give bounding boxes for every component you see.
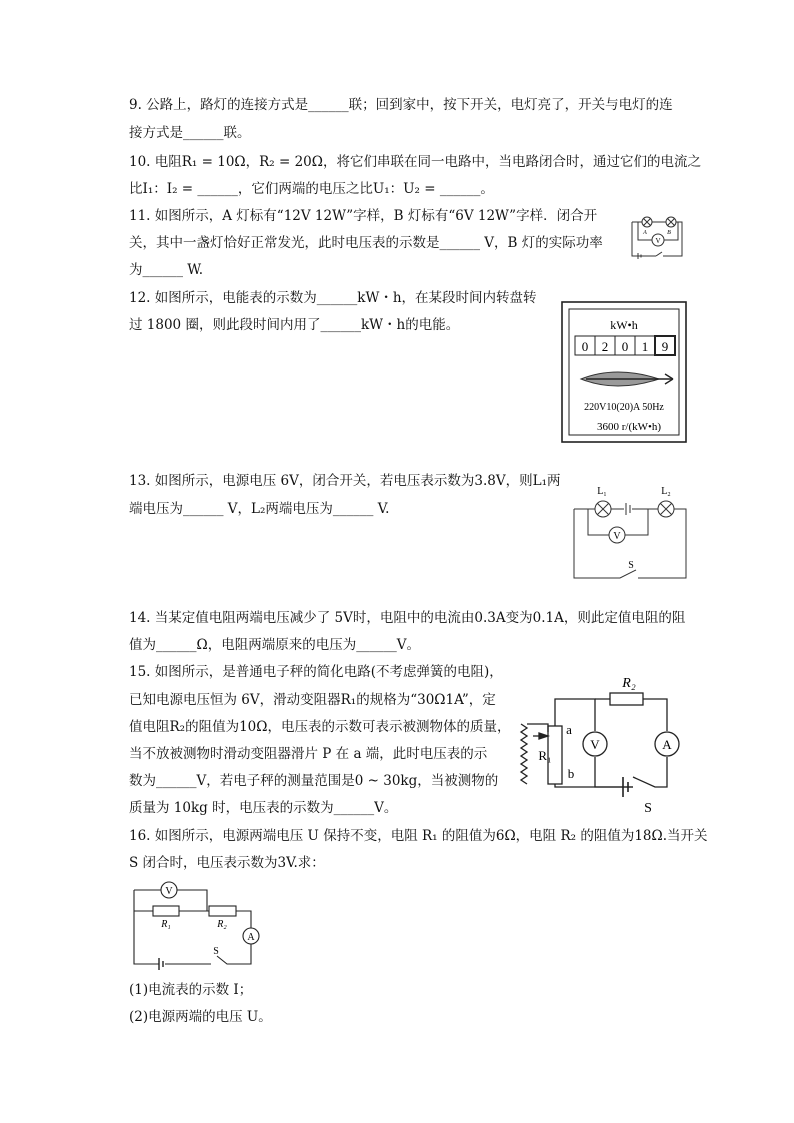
q15-circuit-figure [515,672,687,814]
q13-voltmeter-label: V [613,531,621,542]
q16-line1: 16. 如图所示，电源两端电压 U 保持不变，电阻 R₁ 的阻值为6Ω，电阻 R₂ 的阻值为18Ω.当开关 [129,828,708,844]
q15-r1-label: R₁ [538,748,552,763]
q9-line1: 9. 公路上，路灯的连接方式是______联；回到家中，按下开关，电灯亮了，开关与电灯的连 [129,97,673,113]
q9-line2: 接方式是______联。 [129,125,251,141]
q15-line6: 质量为 10kg 时，电压表的示数为______V。 [129,800,398,816]
meter-digit-2: 2 [601,339,609,354]
meter-digit-5: 9 [661,339,669,354]
q16-line2: S 闭合时，电压表示数为3V.求： [129,855,325,871]
q16-sub2: (2)电源两端的电压 U。 [129,1009,272,1025]
q13-l1-label: L₁ [597,486,607,497]
q12-line1: 12. 如图所示，电能表的示数为______kW・h，在某段时间内转盘转 [129,290,537,306]
q14-line2: 值为______Ω，电阻两端原来的电压为______V。 [129,637,420,653]
q15-spring [521,724,527,784]
q15-b-label: b [567,766,575,781]
q16-ammeter-label: A [247,932,255,943]
q15-line4: 当不放被测物时滑动变阻器滑片 P 在 a 端，此时电压表的示 [129,746,488,762]
q16-r2-label: R₂ [217,919,227,930]
q15-switch-label: S [644,801,652,814]
q14-line1: 14. 当某定值电阻两端电压减少了 5V时，电阻中的电流由0.3A变为0.1A，则此定值电阻的阻 [129,610,686,626]
q13-l2-label: L₂ [661,486,671,497]
meter-spec-label: 220V10(20)A 50Hz [584,402,664,413]
q11-circuit-figure [628,212,686,264]
q15-r2-label: R₂ [622,676,636,691]
q11-voltmeter-label: V [655,237,661,245]
q15-line2: 已知电源电压恒为 6V，滑动变阻器R₁的规格为“30Ω1A”，定 [129,692,496,708]
q15-a-label: a [566,722,572,737]
q13-line1: 13. 如图所示，电源电压 6V，闭合开关，若电压表示数为3.8V，则L₁两 [129,473,561,489]
q12-energy-meter [561,301,687,443]
q16-circuit-figure [129,878,265,972]
q16-r1-label: R₁ [161,919,171,930]
q10-line1: 10. 电阻R₁ = 10Ω，R₂ = 20Ω，将它们串联在同一电路中，当电路闭合时，通过它们的电流之 [129,154,701,170]
q11-line1: 11. 如图所示，A 灯标有“12V 12W”字样，B 灯标有“6V 12W”字样．闭合开 [129,208,598,224]
meter-digit-4: 1 [641,339,649,354]
q16-switch-label: S [213,946,219,957]
meter-constant-label: 3600 r/(kW•h) [596,421,662,433]
q15-line1: 15. 如图所示，是普通电子秤的简化电路(不考虑弹簧的电阻)， [129,664,503,680]
meter-digit-3: 0 [621,339,629,354]
q11-lamp-a-label: A [643,230,647,236]
q15-line5: 数为______V，若电子秤的测量范围是0 ~ 30kg，当被测物的 [129,773,499,789]
q15-line3: 值电阻R₂的阻值为10Ω，电压表的示数可表示被测物体的质量， [129,719,511,735]
q16-sub1: (1)电流表的示数 I； [129,982,253,998]
q10-line2: 比I₁：I₂ = ______，它们两端的电压之比U₁：U₂ = ______。 [129,181,494,197]
meter-digit-1: 0 [581,339,589,354]
meter-unit-label: kW•h [610,318,638,332]
q11-line2: 关，其中一盏灯恰好正常发光，此时电压表的示数是______ V，B 灯的实际功率 [129,235,603,251]
q13-line2: 端电压为______ V，L₂两端电压为______ V. [129,501,390,517]
q12-line2: 过 1800 圈，则此段时间内用了______kW・h的电能。 [129,317,460,333]
q15-ammeter-label: A [662,737,672,752]
q11-line3: 为______ W. [129,262,204,278]
q13-circuit-figure [568,482,690,582]
q13-switch-label: S [628,560,634,571]
q11-lamp-b-label: B [667,230,671,236]
q15-voltmeter-label: V [590,737,600,752]
q16-voltmeter-label: V [165,886,173,897]
